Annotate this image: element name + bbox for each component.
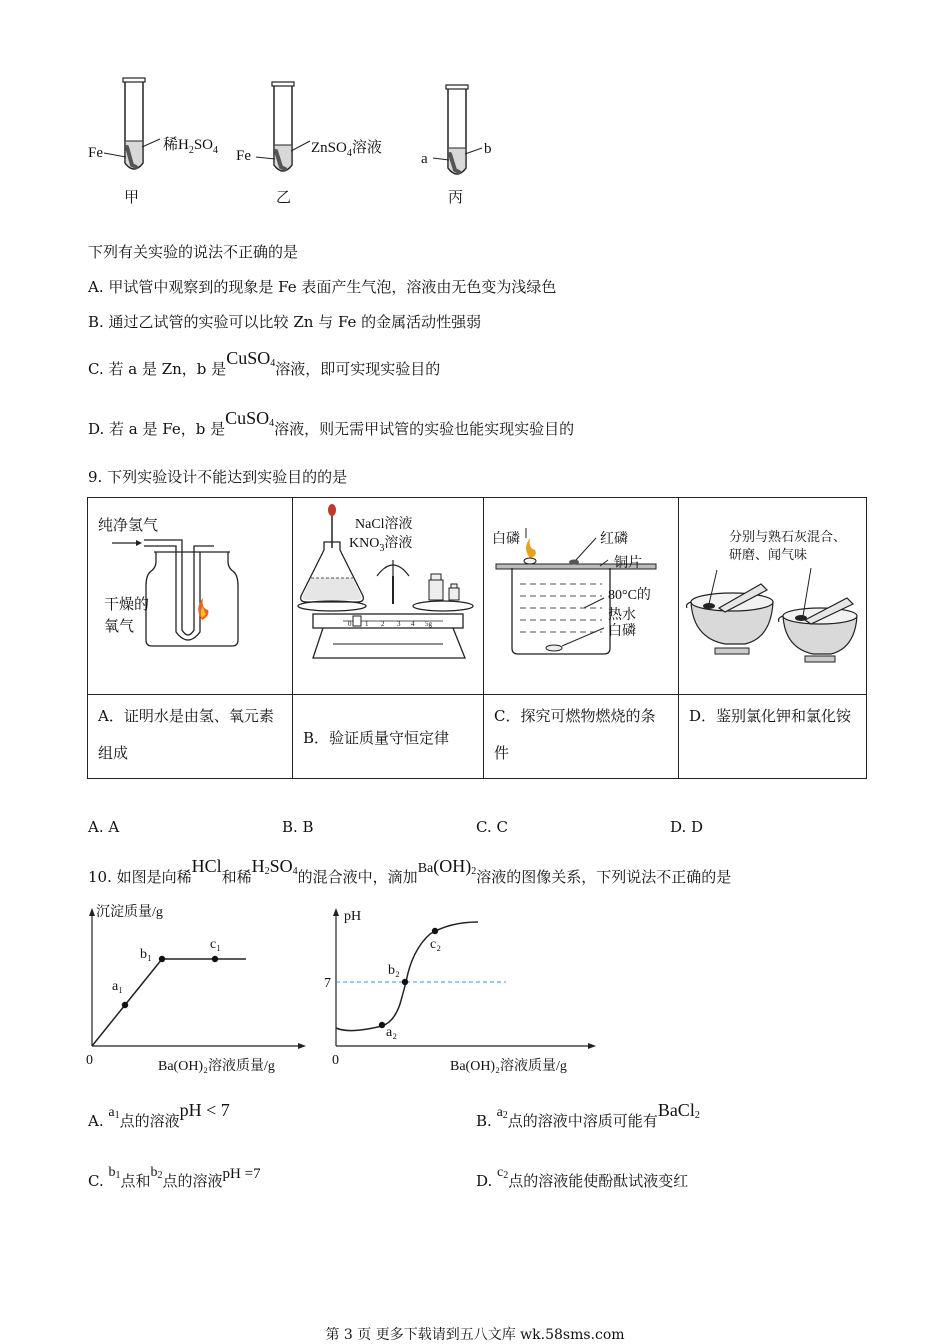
q10-stem: 10. 如图是向稀HCl和稀H2SO4的混合液中，滴加Ba(OH)2溶液的图像关系，下列说法不正确的是 (88, 856, 732, 886)
q9-caption-d: D．鉴别氯化钾和氯化铵 (679, 695, 867, 779)
q9-answer-c: C. C (476, 818, 508, 836)
q9-figure-b (293, 498, 484, 695)
label-pure-h2: 纯净氢气 (98, 516, 159, 534)
q9-experiment-table (87, 497, 867, 779)
chart2-label-a2: a₂ (386, 1025, 398, 1040)
chart-ph (320, 904, 610, 1080)
chart1-label-b1: b₁ (140, 947, 152, 962)
q9-caption-b: B．验证质量守恒定律 (293, 695, 484, 779)
chart2-point-c2 (432, 928, 438, 934)
label-copper: 铜片 (614, 555, 642, 571)
chart2-label-c2: c₂ (430, 937, 442, 952)
label-white-p-2: 白磷 (608, 623, 636, 639)
q8-option-d: D. 若 a 是 Fe，b 是CuSO4溶液，则无需甲试管的实验也能实现实验目的 (88, 408, 575, 438)
chart1-x-label: Ba(OH)₂溶液质量/g (158, 1059, 275, 1074)
q8-option-b: B. 通过乙试管的实验可以比较 Zn 与 Fe 的金属活动性强弱 (88, 313, 482, 331)
chart-precipitate-mass (78, 904, 318, 1080)
label-slaked-lime-1: 分别与熟石灰混合、 (729, 530, 847, 545)
q9-answer-a: A. A (88, 818, 120, 836)
chart2-point-b2 (402, 979, 408, 985)
q10-option-b: B. a2点的溶液中溶质可能有BaCl2 (476, 1100, 700, 1130)
chart1-label-c1: c₁ (210, 937, 222, 952)
q8-stem: 下列有关实验的说法不正确的是 (88, 243, 299, 261)
q9-answer-d: D. D (670, 818, 704, 836)
q9-figure-d (679, 498, 867, 695)
label-a: a (421, 151, 428, 167)
q9-figure-c (484, 498, 679, 695)
label-yi: 乙 (276, 188, 292, 206)
q8-option-a: A. 甲试管中观察到的现象是 Fe 表面产生气泡，溶液由无色变为浅绿色 (88, 278, 557, 296)
tube-yi (256, 82, 310, 171)
label-fe-yi: Fe (236, 148, 251, 164)
q10-option-a: A. a1点的溶液pH < 7 (88, 1100, 230, 1130)
svg-text:2: 2 (381, 620, 385, 628)
label-dry-o2-1: 干燥的 (104, 595, 150, 613)
tube-jia (104, 78, 160, 169)
chart1-point-b1 (159, 956, 165, 962)
label-b: b (484, 141, 492, 157)
page-footer: 第 3 页 更多下载请到五八文库 wk.58sms.com (325, 1327, 625, 1343)
chart2-series-curve (336, 922, 478, 1031)
label-kno3-solution: $KNO_3$溶液 (349, 536, 413, 554)
chart2-tick-7: 7 (324, 976, 331, 991)
label-red-p: 红磷 (600, 531, 628, 547)
chart2-x-label: Ba(OH)₂溶液质量/g (450, 1059, 567, 1074)
chart2-y-label: pH (344, 909, 362, 924)
chart1-y-label: 沉淀质量/g (96, 905, 163, 920)
q9-answer-b: B. B (282, 818, 314, 836)
chart1-origin: 0 (86, 1053, 93, 1068)
label-white-p: 白磷 (492, 531, 520, 547)
q8-option-c: C. 若 a 是 Zn，b 是CuSO4溶液，即可实现实验目的 (88, 348, 441, 378)
svg-text:4: 4 (411, 620, 415, 628)
label-fe-jia: Fe (88, 145, 103, 161)
chart1-point-a1 (122, 1002, 128, 1008)
q9-caption-a: A．证明水是由氢、氧元素组成 (88, 695, 293, 779)
label-hot-water-1: 80°C的 (608, 588, 651, 603)
q9-figure-a (88, 498, 293, 695)
svg-text:5g: 5g (425, 620, 432, 628)
q10-option-c: C. b1点和b2点的溶液pH =7 (88, 1165, 261, 1190)
q9-caption-c: C．探究可燃物燃烧的条件 (484, 695, 679, 779)
label-dilute-h2so4: 稀$H_2SO_4$ (163, 137, 219, 156)
chart1-label-a1: a₁ (112, 979, 124, 994)
label-dry-o2-2: 氧气 (104, 617, 135, 635)
label-hot-water-2: 热水 (608, 607, 636, 623)
chart2-point-a2 (379, 1022, 385, 1028)
tube-bing-figure (430, 80, 510, 190)
label-znso4: ZnSO$_4$溶液 (311, 140, 382, 159)
svg-text:3: 3 (397, 620, 401, 628)
label-slaked-lime-2: 研磨、闻气味 (729, 548, 808, 563)
svg-text:1: 1 (365, 620, 369, 628)
chart1-series-line (92, 959, 246, 1046)
svg-text:0: 0 (348, 620, 352, 628)
chart1-point-c1 (212, 956, 218, 962)
chart2-origin: 0 (332, 1053, 339, 1068)
label-bing: 丙 (448, 188, 464, 206)
label-nacl-solution: NaCl溶液 (355, 517, 413, 532)
chart2-label-b2: b₂ (388, 963, 400, 978)
q9-stem: 9. 下列实验设计不能达到实验目的的是 (88, 468, 348, 486)
q10-option-d: D. c2点的溶液能使酚酞试液变红 (476, 1165, 689, 1190)
label-jia: 甲 (124, 188, 140, 206)
